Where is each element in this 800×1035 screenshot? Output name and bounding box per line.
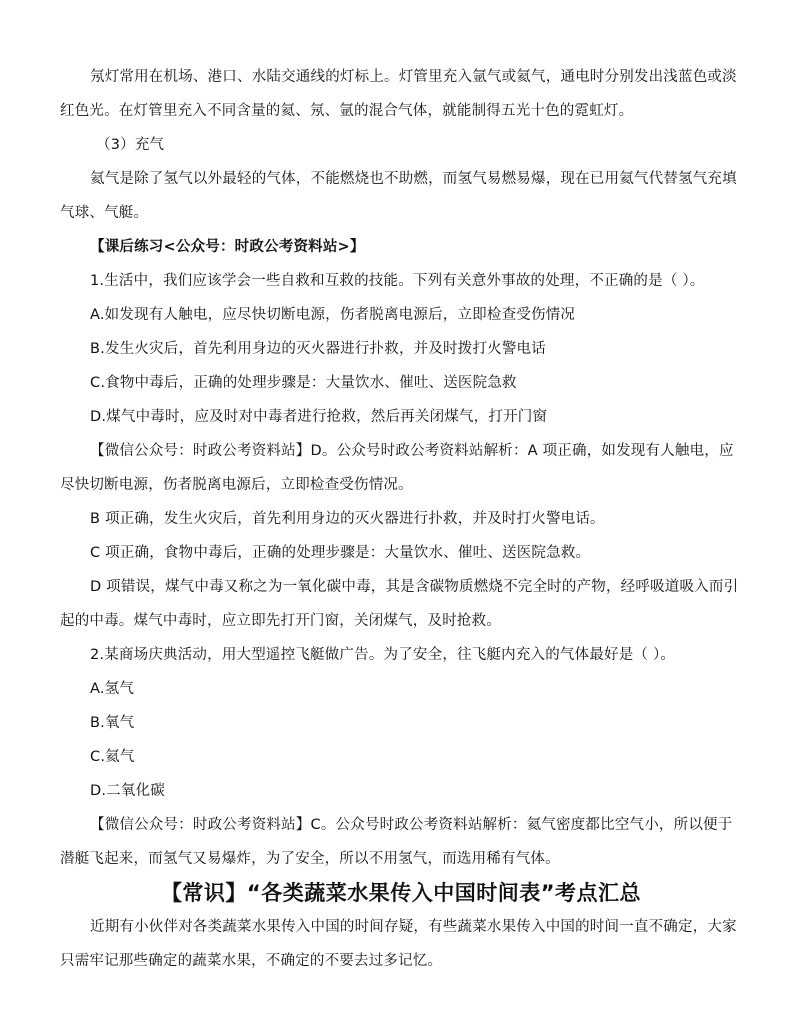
question-1-explain-c: C 项正确，食物中毒后，正确的处理步骤是：大量饮水、催吐、送医院急救。: [90, 545, 591, 561]
question-1-option-d: D.煤气中毒时，应及时对中毒者进行抢救，然后再关闭煤气，打开门窗: [90, 409, 548, 425]
exercise-header: 【课后练习<公众号：时政公考资料站>】: [90, 239, 365, 255]
question-2-answer: 【微信公众号：时政公考资料站】C。公众号时政公考资料站解析：氦气密度都比空气小，所以便于潜艇飞起来，而氢气又易爆炸，为了安全，所以不用氢气，而选用稀有气体。: [60, 817, 733, 867]
question-2-stem: 2.某商场庆典活动，用大型遥控飞艇做广告。为了安全，往飞艇内充入的气体最好是（ ）。: [90, 647, 676, 663]
question-2-option-b: B.氧气: [90, 715, 135, 731]
question-1-option-c: C.食物中毒后，正确的处理步骤是：大量饮水、催吐、送医院急救: [90, 375, 517, 391]
paragraph-helium: 氦气是除了氢气以外最轻的气体，不能燃烧也不助燃，而氢气易燃易爆，现在已用氦气代替氢气充填气球、气艇。: [60, 171, 737, 221]
question-1-option-b: B.发生火灾后，首先利用身边的灭火器进行扑救，并及时拨打火警电话: [90, 341, 546, 357]
intro-paragraph: 近期有小伙伴对各类蔬菜水果传入中国的时间存疑，有些蔬菜水果传入中国的时间一直不确定，大家只需牢记那些确定的蔬菜水果，不确定的不要去过多记忆。: [60, 919, 737, 969]
question-1-option-a: A.如发现有人触电，应尽快切断电源，伤者脱离电源后，立即检查受伤情况: [90, 307, 576, 323]
subheading-inflation: （3）充气: [96, 137, 165, 153]
question-2-option-c: C.氦气: [90, 749, 135, 765]
question-1-stem: 1.生活中，我们应该学会一些自救和互救的技能。下列有关意外事故的处理，不正确的是（ ）。: [90, 273, 705, 289]
question-1-explain-b: B 项正确，发生火灾后，首先利用身边的灭火器进行扑救，并及时打火警电话。: [90, 511, 605, 527]
question-2-option-d: D.二氧化碳: [90, 783, 165, 799]
question-1-explain-d: D 项错误，煤气中毒又称之为一氧化碳中毒，其是含碳物质燃烧不完全时的产物，经呼吸道吸入而引起的中毒。煤气中毒时，应立即先打开门窗，关闭煤气，及时抢救。: [60, 579, 739, 629]
section-heading: 【常识】“各类蔬菜水果传入中国时间表”考点汇总: [160, 881, 642, 905]
question-2-option-a: A.氢气: [90, 681, 135, 697]
paragraph-neon-lights: 氖灯常用在机场、港口、水陆交通线的灯标上。灯管里充入氩气或氦气，通电时分别发出浅蓝色或淡红色光。在灯管里充入不同含量的氦、氖、氩的混合气体，就能制得五光十色的霓虹灯。: [60, 69, 737, 119]
question-1-answer: 【微信公众号：时政公考资料站】D。公众号时政公考资料站解析：A 项正确，如发现有人触电，应尽快切断电源，伤者脱离电源后，立即检查受伤情况。: [60, 443, 734, 493]
